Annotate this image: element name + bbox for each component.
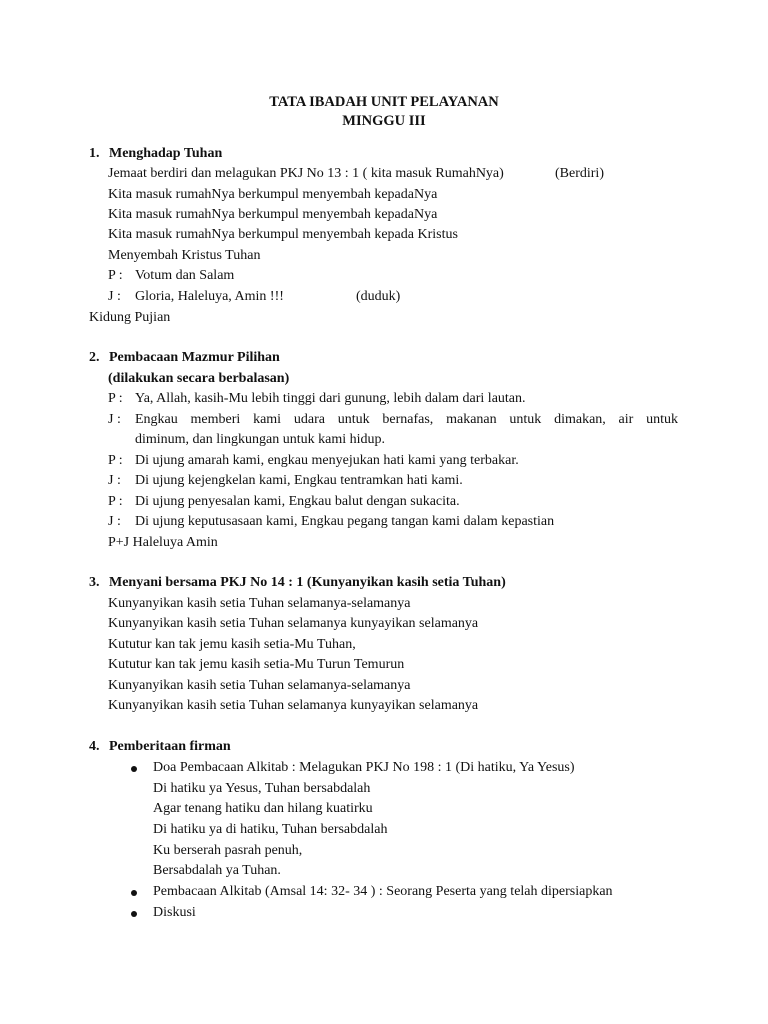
document-title: TATA IBADAH UNIT PELAYANAN — [269, 94, 499, 110]
section-2-title: Pembacaan Mazmur Pilihan — [109, 350, 280, 365]
s4-bullet-1-line-5: Bersabdalah ya Tuhan. — [153, 863, 281, 878]
s2-row-2-speaker — [108, 411, 135, 429]
s3-lyric-5: Kunyanyikan kasih setia Tuhan selamanya-selamanya — [108, 678, 411, 693]
s3-lyric-1: Kunyanyikan kasih setia Tuhan selamanya-selamanya — [108, 596, 411, 611]
s3-lyric-6: Kunyanyikan kasih setia Tuhan selamanya kunyayikan selamanya — [108, 698, 479, 713]
s3-lyric-4: Kututur kan tak jemu kasih setia-Mu Turun Temurun — [108, 657, 405, 672]
s1-line-1: Jemaat berdiri dan melagukan PKJ No 13 : 1 ( kita masuk RumahNya) — [108, 166, 504, 181]
section-1-heading — [89, 145, 222, 163]
response-text: Di ujung amarah kami, engkau menyejukan hati kami yang terbakar. — [135, 453, 519, 468]
s2-row-1 — [108, 390, 526, 408]
section-3-heading — [89, 574, 506, 592]
bullet-icon — [131, 911, 137, 917]
document-subtitle: MINGGU III — [342, 113, 426, 129]
s2-row-4 — [108, 472, 463, 490]
s4-bullet-1-line-1: Di hatiku ya Yesus, Tuhan bersabdalah — [153, 781, 371, 796]
s2-row-2-text-a: Engkau memberi kami udara untuk bernafas, makanan untuk dimakan, air untuk — [135, 412, 678, 427]
s4-bullet-3: Diskusi — [153, 905, 196, 920]
section-4-number: 4. — [89, 739, 100, 754]
bullet-icon — [131, 766, 137, 772]
section-4-title: Pemberitaan firman — [109, 739, 231, 754]
s1-response-j-note: (duduk) — [356, 289, 401, 304]
s1-line-3: Kita masuk rumahNya berkumpul menyembah kepadaNya — [108, 207, 438, 222]
s4-bullet-2: Pembacaan Alkitab (Amsal 14: 32- 34 ) : Seorang Peserta yang telah dipersiapkan — [153, 884, 613, 899]
section-2-subheading: (dilakukan secara berbalasan) — [108, 371, 290, 386]
s1-line-1-note: (Berdiri) — [555, 166, 604, 181]
section-1-title: Menghadap Tuhan — [109, 146, 223, 161]
section-2-heading — [89, 349, 280, 367]
section-1-number: 1. — [89, 146, 100, 161]
speaker-label: P : — [108, 268, 123, 283]
s1-line-2: Kita masuk rumahNya berkumpul menyembah kepadaNya — [108, 187, 438, 202]
s3-lyric-2: Kunyanyikan kasih setia Tuhan selamanya kunyayikan selamanya — [108, 616, 479, 631]
section-3-title: Menyani bersama PKJ No 14 : 1 (Kunyanyikan kasih setia Tuhan) — [109, 575, 506, 590]
s2-row-3 — [108, 452, 519, 470]
s2-row-6 — [108, 513, 554, 531]
speaker-label: P : — [108, 391, 123, 406]
response-text: Votum dan Salam — [135, 268, 235, 283]
s4-bullet-1-line-2: Agar tenang hatiku dan hilang kuatirku — [153, 801, 373, 816]
s2-row-5 — [108, 493, 460, 511]
section-2-number: 2. — [89, 350, 100, 365]
response-text: Di ujung kejengkelan kami, Engkau tentramkan hati kami. — [135, 473, 463, 488]
speaker-label: J : — [108, 289, 121, 304]
s1-after: Kidung Pujian — [89, 310, 171, 325]
speaker-label: J : — [108, 514, 121, 529]
bullet-icon — [131, 890, 137, 896]
s1-response-j — [108, 288, 284, 306]
s1-line-4: Kita masuk rumahNya berkumpul menyembah kepada Kristus — [108, 227, 458, 242]
response-text: Di ujung keputusasaan kami, Engkau pegang tangan kami dalam kepastian — [135, 514, 555, 529]
speaker-label: P : — [108, 453, 123, 468]
s1-line-5: Menyembah Kristus Tuhan — [108, 248, 261, 263]
response-text: Gloria, Haleluya, Amin !!! — [135, 289, 284, 304]
s2-row-2-text-b: diminum, dan lingkungan untuk kami hidup. — [135, 432, 386, 447]
s2-row-7: P+J Haleluya Amin — [108, 535, 218, 550]
section-4-heading — [89, 738, 231, 756]
s4-bullet-1-line-3: Di hatiku ya di hatiku, Tuhan bersabdalah — [153, 822, 388, 837]
section-3-number: 3. — [89, 575, 100, 590]
s4-bullet-1-line-4: Ku berserah pasrah penuh, — [153, 843, 303, 858]
response-text: Ya, Allah, kasih-Mu lebih tinggi dari gunung, lebih dalam dari lautan. — [135, 391, 526, 406]
s3-lyric-3: Kututur kan tak jemu kasih setia-Mu Tuhan, — [108, 637, 356, 652]
response-text: Di ujung penyesalan kami, Engkau balut dengan sukacita. — [135, 494, 460, 509]
s4-bullet-1: Doa Pembacaan Alkitab : Melagukan PKJ No 198 : 1 (Di hatiku, Ya Yesus) — [153, 760, 575, 775]
speaker-label: P : — [108, 494, 123, 509]
s1-response-p — [108, 267, 234, 285]
speaker-label: J : — [108, 412, 121, 427]
speaker-label: J : — [108, 473, 121, 488]
